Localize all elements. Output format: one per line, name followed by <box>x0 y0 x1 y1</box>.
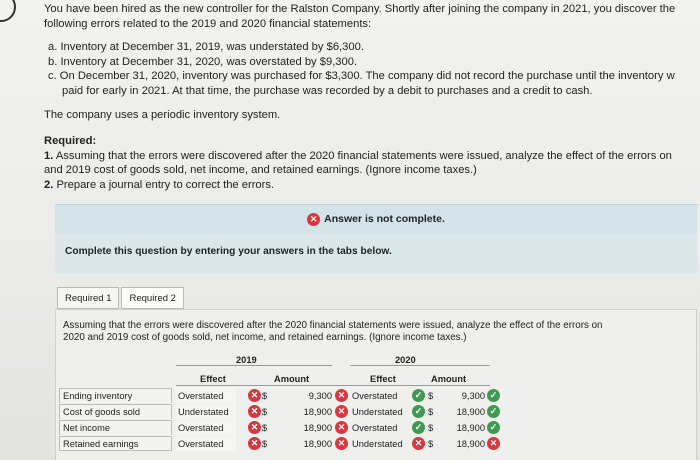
col-amount-2019: Amount <box>274 374 310 384</box>
effect-2020-select[interactable]: Overstated <box>352 390 398 401</box>
effect-2020-select[interactable]: Understated <box>352 406 403 417</box>
x-mark-icon: ✕ <box>248 420 261 435</box>
error-a: a. Inventory at December 31, 2019, was understated by $6,300. <box>48 41 364 54</box>
required-items <box>44 149 700 193</box>
complete-question-prompt: Complete this question by entering your answers in the tabs below. <box>55 233 697 273</box>
requirement-1-text: Assuming that the errors were discovered after the 2020 financial statements were issued, analyze the effect of the errors on <box>55 149 672 162</box>
year-2020-rule <box>350 365 490 366</box>
currency-symbol: $ <box>428 390 434 401</box>
currency-symbol: $ <box>262 438 268 449</box>
x-mark-icon: ✕ <box>307 213 320 226</box>
requirement-2 <box>44 178 700 193</box>
x-mark-icon: ✕ <box>335 436 348 451</box>
error-b: b. Inventory at December 31, 2020, was overstated by $9,300. <box>48 55 358 68</box>
answer-status-text: Answer is not complete. <box>324 213 445 225</box>
currency-symbol: $ <box>262 390 268 401</box>
table-row <box>56 436 696 451</box>
currency-symbol: $ <box>428 406 434 417</box>
error-c-line-2: paid for early in 2021. At that time, the purchase was recorded by a debit to purchases and a credit to cash. <box>62 84 593 97</box>
check-mark-icon: ✓ <box>487 404 500 419</box>
tab-required-2[interactable]: Required 2 <box>121 287 183 309</box>
panel-instructions <box>63 320 693 345</box>
problem-intro-line-1: You have been hired as the new controller for the Ralston Company. Shortly after joining the company in 2021, you discover the <box>44 3 676 15</box>
amount-2020-input[interactable]: 18,900 <box>456 422 485 433</box>
currency-symbol: $ <box>262 422 268 433</box>
requirement-2-text: Prepare a journal entry to correct the errors. <box>56 178 275 191</box>
check-mark-icon: ✓ <box>412 404 425 419</box>
year-2019-rule <box>176 365 332 366</box>
requirement-1-line-2: and 2019 cost of goods sold, net income, and retained earnings. (Ignore income taxes.) <box>44 164 477 177</box>
requirement-1-line-1 <box>44 149 700 164</box>
x-mark-icon: ✕ <box>335 404 348 419</box>
effect-2019-select[interactable]: Overstated <box>176 420 236 435</box>
check-mark-icon: ✓ <box>412 420 425 435</box>
col-amount-2020: Amount <box>431 374 467 384</box>
currency-symbol: $ <box>262 406 268 417</box>
year-2019-header: 2019 <box>236 355 257 365</box>
row-label-ending-inventory: Ending inventory <box>59 388 172 403</box>
amount-2020-input[interactable]: 18,900 <box>456 406 485 417</box>
year-2020-header: 2020 <box>395 355 416 365</box>
periodic-system-note: The company uses a periodic inventory system. <box>44 108 281 121</box>
x-mark-icon: ✕ <box>412 436 425 451</box>
problem-intro-line-2: following errors related to the 2019 and 2020 financial statements: <box>44 17 372 30</box>
row-label-cost-of-goods-sold: Cost of goods sold <box>59 404 172 419</box>
requirement-1-number: 1. <box>44 149 54 162</box>
table-row <box>56 388 696 403</box>
instructions-line-1: Assuming that the errors were discovered after the 2020 financial statements were issued, analyze the effect of the errors on <box>63 320 603 331</box>
instructions-line-2: 2020 and 2019 cost of goods sold, net income, and retained earnings. (Ignore income taxes.) <box>63 332 467 344</box>
x-mark-icon: ✕ <box>335 388 348 403</box>
required-1-panel <box>55 309 697 460</box>
amount-2019-input[interactable]: 9,300 <box>308 390 332 401</box>
row-label-net-income: Net income <box>59 420 172 435</box>
amount-2019-input[interactable]: 18,900 <box>303 406 332 417</box>
check-mark-icon: ✓ <box>487 420 500 435</box>
amount-2020-input[interactable]: 9,300 <box>461 390 485 401</box>
row-label-retained-earnings: Retained earnings <box>59 436 172 451</box>
circle-mark-decoration <box>0 0 16 22</box>
error-c-line-1: c. On December 31, 2020, inventory was purchased for $3,300. The company did not record the purchase until the inventory w <box>48 70 675 83</box>
x-mark-icon: ✕ <box>335 420 348 435</box>
col-effect-2019: Effect <box>200 374 226 384</box>
answer-status-banner <box>55 204 697 233</box>
table-row <box>56 404 696 419</box>
problem-statement <box>44 2 700 193</box>
required-heading: Required: <box>44 135 97 148</box>
x-mark-icon: ✕ <box>248 436 261 451</box>
currency-symbol: $ <box>428 422 434 433</box>
check-mark-icon: ✓ <box>487 388 500 403</box>
x-mark-icon: ✕ <box>487 436 500 451</box>
effect-2020-select[interactable]: Overstated <box>352 422 398 433</box>
tab-required-1[interactable]: Required 1 <box>57 287 119 309</box>
effect-2020-select[interactable]: Understated <box>352 438 403 449</box>
amount-2020-input[interactable]: 18,900 <box>456 438 485 449</box>
currency-symbol: $ <box>428 438 434 449</box>
effect-2019-select[interactable]: Overstated <box>176 436 236 451</box>
error-list <box>44 40 700 98</box>
effect-2019-select[interactable]: Understated <box>176 404 236 419</box>
x-mark-icon: ✕ <box>248 404 261 419</box>
table-row <box>56 420 696 435</box>
column-header-rule <box>176 385 490 386</box>
col-effect-2020: Effect <box>370 374 396 384</box>
effect-2019-select[interactable]: Overstated <box>176 388 236 403</box>
tab-bar <box>57 287 186 309</box>
check-mark-icon: ✓ <box>412 388 425 403</box>
requirement-2-number: 2. <box>44 178 54 191</box>
x-mark-icon: ✕ <box>248 388 261 403</box>
amount-2019-input[interactable]: 18,900 <box>303 422 332 433</box>
amount-2019-input[interactable]: 18,900 <box>303 438 332 449</box>
